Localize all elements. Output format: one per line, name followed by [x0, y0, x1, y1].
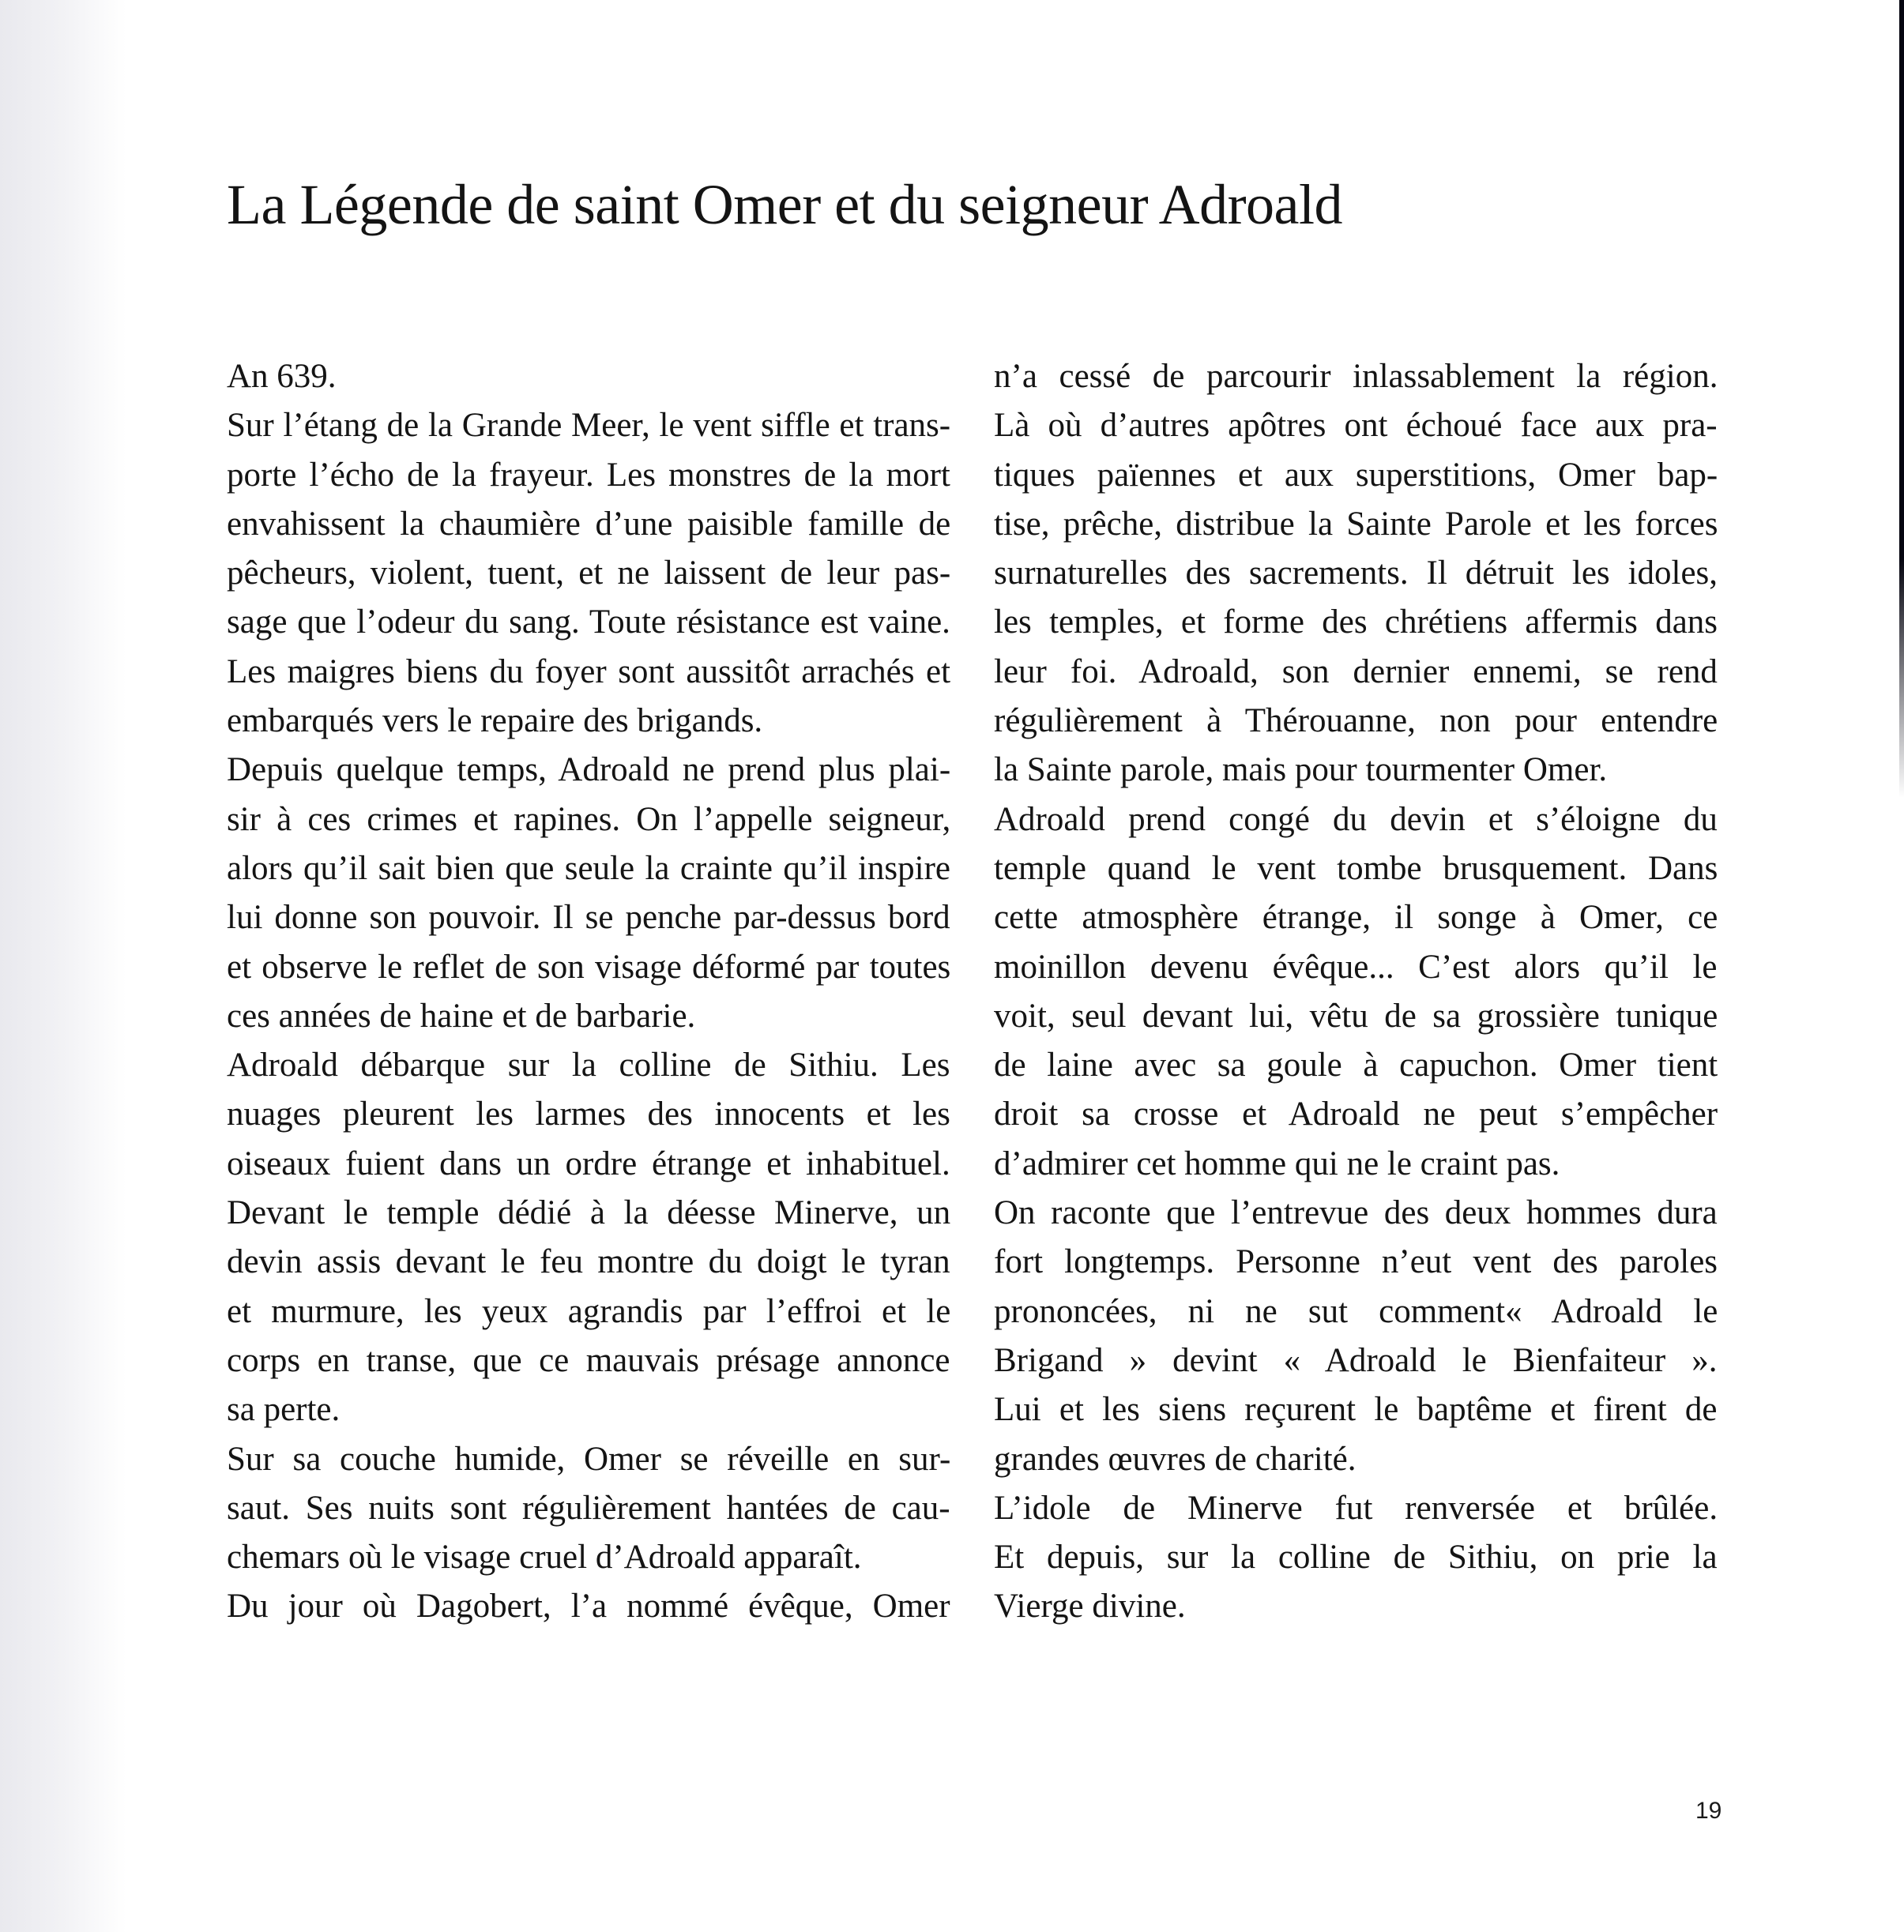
text-line: temple quand le vent tombe brusquement. Dans — [994, 849, 1718, 887]
text-line: droit sa crosse et Adroald ne peut s’empêcher — [994, 1096, 1718, 1133]
text-column-left — [227, 352, 950, 1632]
text-line: fort longtemps. Personne n’eut vent des paroles — [994, 1243, 1718, 1281]
text-line: alors qu’il sait bien que seule la crainte qu’il inspire — [227, 849, 950, 887]
text-line: régulièrement à Thérouanne, non pour entendre — [994, 702, 1718, 740]
text-line: Brigand » devint « Adroald le Bienfaiteur ». — [994, 1341, 1718, 1379]
scan-edge-strip — [1899, 0, 1904, 798]
text-line: prononcées, ni ne sut comment« Adroald le — [994, 1292, 1718, 1330]
text-line: Depuis quelque temps, Adroald ne prend plus plai- — [227, 751, 951, 789]
text-line: Et depuis, sur la colline de Sithiu, on prie la — [994, 1539, 1718, 1577]
text-line: Adroald débarque sur la colline de Sithiu. Les — [227, 1047, 950, 1084]
text-line: les temples, et forme des chrétiens affermis dans — [994, 603, 1718, 641]
text-line: envahissent la chaumière d’une paisible famille de — [227, 505, 951, 543]
text-line: surnaturelles des sacrements. Il détruit les idoles, — [994, 554, 1718, 592]
text-line: saut. Ses nuits sont régulièrement hantées de cau- — [227, 1489, 950, 1527]
text-line: An 639. — [227, 358, 337, 395]
text-line: la Sainte parole, mais pour tourmenter Omer. — [994, 751, 1608, 789]
text-line: sa perte. — [227, 1391, 341, 1429]
text-line: tise, prêche, distribue la Sainte Parole et les forces — [994, 505, 1718, 543]
text-line: nuages pleurent les larmes des innocents et les — [227, 1096, 950, 1133]
page-number: 19 — [1695, 1798, 1722, 1824]
text-line: embarqués vers le repaire des brigands. — [227, 702, 763, 740]
text-column-right — [994, 352, 1718, 1632]
text-line: sage que l’odeur du sang. Toute résistance est vaine. — [227, 603, 950, 641]
text-line: Lui et les siens reçurent le baptême et firent de — [994, 1391, 1718, 1429]
text-line: sir à ces crimes et rapines. On l’appelle seigneur, — [227, 800, 951, 838]
text-line: moinillon devenu évêque... C’est alors qu’il le — [994, 948, 1718, 986]
text-line: ces années de haine et de barbarie. — [227, 997, 696, 1035]
text-line: Sur sa couche humide, Omer se réveille en sur- — [227, 1440, 951, 1478]
text-line: pêcheurs, violent, tuent, et ne laissent de leur pas- — [227, 554, 951, 592]
text-line: tiques païennes et aux superstitions, Omer bap- — [994, 456, 1718, 494]
text-line: d’admirer cet homme qui ne le craint pas. — [994, 1145, 1560, 1182]
text-line: et observe le reflet de son visage déformé par toutes — [227, 948, 951, 986]
book-gutter-shadow — [0, 0, 126, 1932]
text-line: Sur l’étang de la Grande Meer, le vent siffle et trans- — [227, 407, 951, 445]
text-line: de laine avec sa goule à capuchon. Omer tient — [994, 1047, 1718, 1084]
text-line: Devant le temple dédié à la déesse Minerve, un — [227, 1194, 951, 1232]
text-line: chemars où le visage cruel d’Adroald apparaît. — [227, 1539, 862, 1577]
text-line: Les maigres biens du foyer sont aussitôt arrachés et — [227, 652, 951, 690]
text-line: corps en transe, que ce mauvais présage annonce — [227, 1341, 950, 1379]
text-line: leur foi. Adroald, son dernier ennemi, se rend — [994, 652, 1718, 690]
text-line: voit, seul devant lui, vêtu de sa grossière tunique — [994, 997, 1718, 1035]
text-line: Là où d’autres apôtres ont échoué face aux pra- — [994, 407, 1718, 445]
text-line: n’a cessé de parcourir inlassablement la région. — [994, 358, 1718, 395]
text-line: grandes œuvres de charité. — [994, 1440, 1357, 1478]
text-line: L’idole de Minerve fut renversée et brûlée. — [994, 1489, 1718, 1527]
text-line: Adroald prend congé du devin et s’éloigne du — [994, 800, 1718, 838]
text-line: porte l’écho de la frayeur. Les monstres de la mort — [227, 456, 950, 494]
text-line: On raconte que l’entrevue des deux hommes dura — [994, 1194, 1718, 1232]
page-title: La Légende de saint Omer et du seigneur Adroald — [227, 173, 1342, 236]
text-line: Du jour où Dagobert, l’a nommé évêque, Omer — [227, 1588, 950, 1626]
text-line: devin assis devant le feu montre du doigt le tyran — [227, 1243, 950, 1281]
text-line: lui donne son pouvoir. Il se penche par-dessus bord — [227, 899, 950, 937]
text-line: cette atmosphère étrange, il songe à Omer, ce — [994, 899, 1718, 937]
text-line: et murmure, les yeux agrandis par l’effroi et le — [227, 1292, 951, 1330]
text-line: Vierge divine. — [994, 1588, 1186, 1626]
text-line: oiseaux fuient dans un ordre étrange et inhabituel. — [227, 1145, 950, 1182]
